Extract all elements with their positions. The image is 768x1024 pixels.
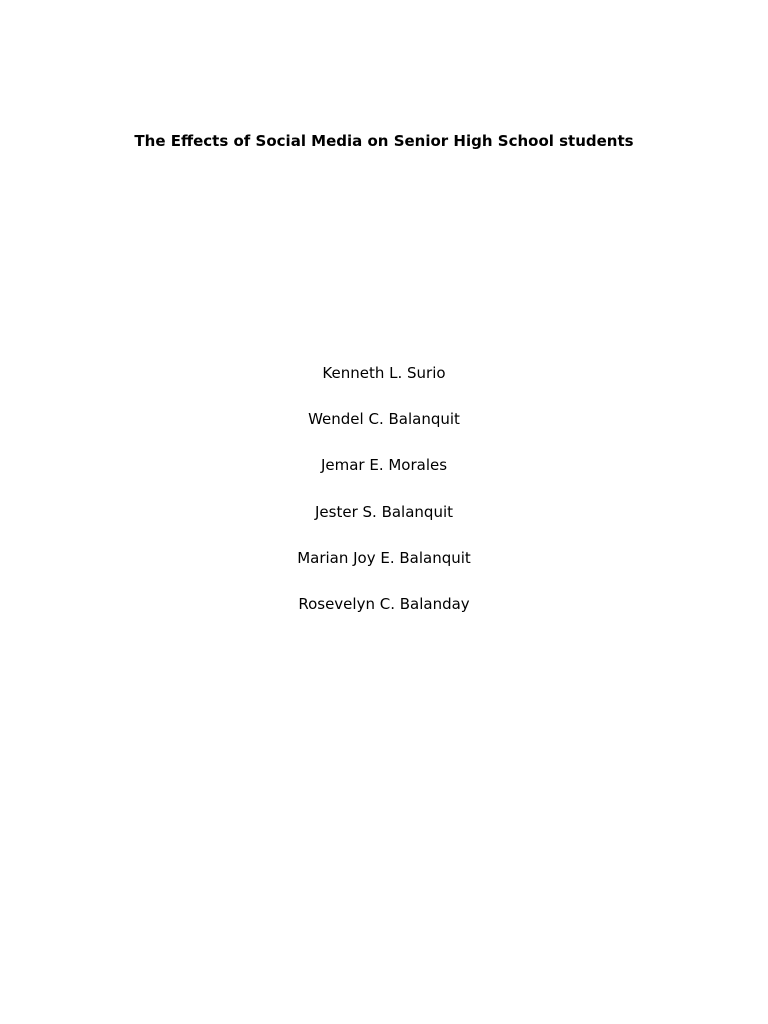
document-title: The Effects of Social Media on Senior High School students [134, 132, 634, 150]
author-list [0, 363, 768, 640]
author-name: Rosevelyn C. Balanday [298, 594, 470, 613]
author-name: Wendel C. Balanquit [308, 410, 460, 429]
author-name: Jester S. Balanquit [315, 502, 453, 521]
author-name: Jemar E. Morales [320, 456, 448, 475]
author-name: Marian Joy E. Balanquit [297, 548, 471, 567]
author-name: Kenneth L. Surio [322, 364, 446, 382]
